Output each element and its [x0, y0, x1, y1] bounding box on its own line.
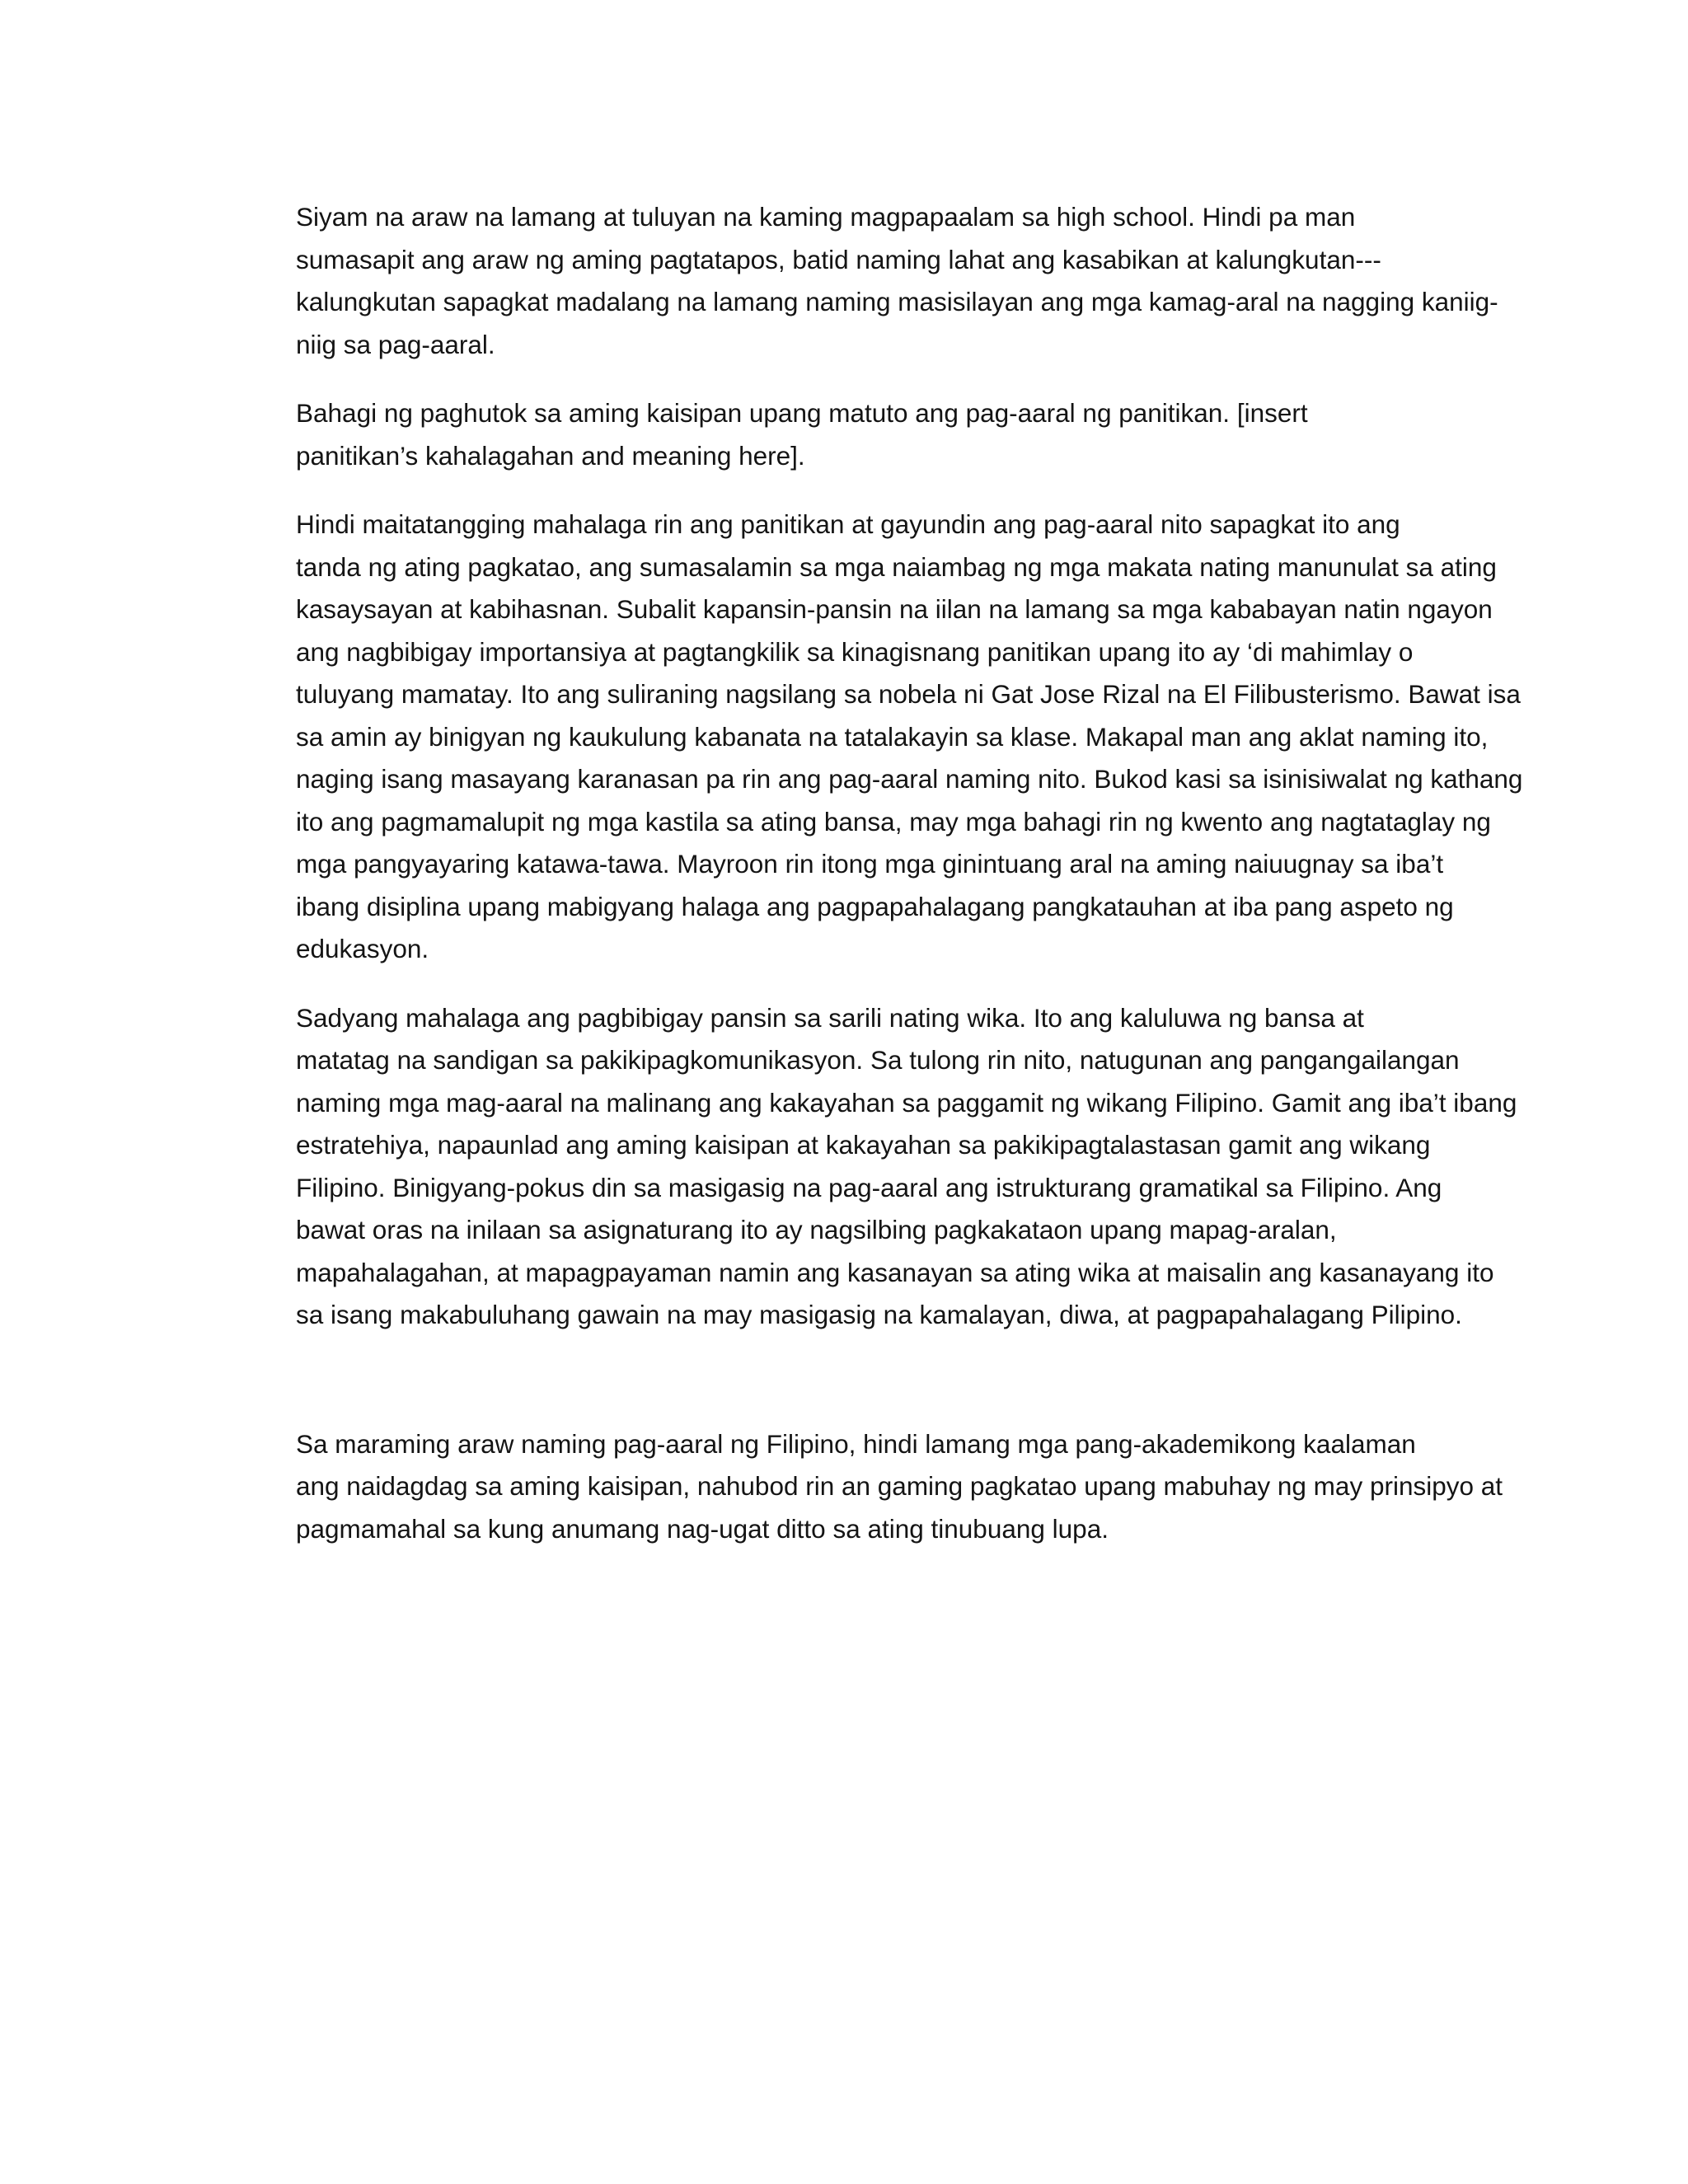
paragraph-line: Hindi maitatangging mahalaga rin ang panitikan at gayundin ang pag-aaral nito sapagkat ito ang	[296, 509, 1400, 539]
paragraph-line: bawat oras na inilaan sa asignaturang ito ay nagsilbing pagkakataon upang mapag-aralan,	[296, 1215, 1337, 1244]
paragraph-line: tuluyang mamatay. Ito ang suliraning nagsilang sa nobela ni Gat Jose Rizal na El Filibusterismo. Bawat isa	[296, 679, 1521, 709]
paragraph-line: mapahalagahan, at mapagpayaman namin ang kasanayan sa ating wika at maisalin ang kasanayang ito	[296, 1257, 1494, 1287]
paragraph-line: niig sa pag-aaral.	[296, 329, 495, 359]
paragraph-line: pagmamahal sa kung anumang nag-ugat ditto sa ating tinubuang lupa.	[296, 1513, 1109, 1544]
paragraph-line: Siyam na araw na lamang at tuluyan na kaming magpapaalam sa high school. Hindi pa man	[296, 202, 1356, 232]
paragraph-1	[198, 196, 1498, 366]
paragraph-line: kasaysayan at kabihasnan. Subalit kapansin-pansin na iilan na lamang sa mga kababayan natin ngayon	[296, 594, 1493, 624]
paragraph-line: edukasyon.	[296, 934, 429, 963]
paragraph-4	[198, 997, 1517, 1337]
paragraph-line: sa amin ay binigyan ng kaukulung kabanata na tatalakayin sa klase. Makapal man ang aklat naming ito,	[296, 721, 1489, 752]
paragraph-line: matatag na sandigan sa pakikipagkomunikasyon. Sa tulong rin nito, natugunan ang pangangailangan	[296, 1045, 1460, 1075]
document-body	[198, 196, 1523, 1577]
paragraph-line: Sadyang mahalaga ang pagbibigay pansin sa sarili nating wika. Ito ang kaluluwa ng bansa at	[296, 1002, 1364, 1033]
paragraph-5	[198, 1423, 1503, 1551]
paragraph-line: mga pangyayaring katawa-tawa. Mayroon rin itong mga ginintuang aral na aming naiuugnay sa iba’t	[296, 849, 1444, 879]
paragraph-line: naming mga mag-aaral na malinang ang kakayahan sa paggamit ng wikang Filipino. Gamit ang iba’t ibang	[296, 1087, 1517, 1118]
paragraph-3	[198, 504, 1523, 971]
paragraph-line: ang naidagdag sa aming kaisipan, nahubod rin an gaming pagkatao upang mabuhay ng may prinsipyo at	[296, 1471, 1503, 1501]
paragraph-line: Filipino. Binigyang-pokus din sa masigasig na pag-aaral ang istrukturang gramatikal sa Filipino. Ang	[296, 1172, 1442, 1202]
paragraph-line: ang nagbibigay importansiya at pagtangkilik sa kinagisnang panitikan upang ito ay ‘di mahimlay o	[296, 636, 1414, 667]
paragraph-2	[198, 392, 1489, 477]
paragraph-line: kalungkutan sapagkat madalang na lamang naming masisilayan ang mga kamag-aral na nagging kaniig-	[296, 287, 1498, 316]
paragraph-line: sa isang makabuluhang gawain na may masigasig na kamalayan, diwa, at pagpapahalagang Pilipino.	[296, 1300, 1462, 1329]
paragraph-line: naging isang masayang karanasan pa rin ang pag-aaral naming nito. Bukod kasi sa isinisiwalat ng kathang	[296, 764, 1523, 794]
paragraph-line: ito ang pagmamalupit ng mga kastila sa ating bansa, may mga bahagi rin ng kwento ang nagtataglay ng	[296, 806, 1491, 837]
paragraph-line: Bahagi ng paghutok sa aming kaisipan upang matuto ang pag-aaral ng panitikan. [insert	[296, 398, 1308, 428]
paragraph-line: tanda ng ating pagkatao, ang sumasalamin sa mga naiambag ng mga makata nating manunulat sa ating	[296, 551, 1497, 582]
paragraph-line: estratehiya, napaunlad ang aming kaisipan at kakayahan sa pakikipagtalastasan gamit ang wikang	[296, 1130, 1431, 1160]
paragraph-line: panitikan’s kahalagahan and meaning here].	[296, 440, 805, 471]
paragraph-line: sumasapit ang araw ng aming pagtatapos, batid naming lahat ang kasabikan at kalungkutan---	[296, 244, 1381, 274]
paragraph-line: ibang disiplina upang mabigyang halaga ang pagpapahalagang pangkatauhan at iba pang aspeto ng	[296, 891, 1454, 921]
paragraph-line: Sa maraming araw naming pag-aaral ng Filipino, hindi lamang mga pang-akademikong kaalaman	[296, 1428, 1416, 1459]
